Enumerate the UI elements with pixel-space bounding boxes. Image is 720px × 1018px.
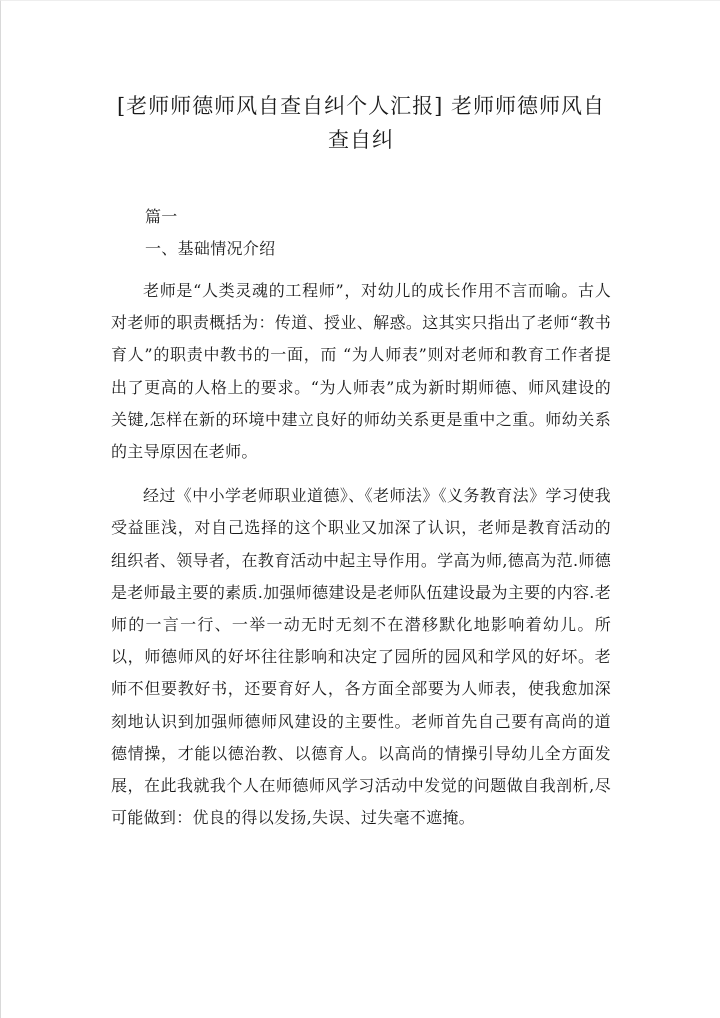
part-label: 篇一 bbox=[145, 207, 178, 226]
document-title bbox=[91, 89, 631, 157]
document-body bbox=[111, 201, 611, 834]
paragraph-1: 老师是“人类灵魂的工程师”，对幼儿的成长作用不言而喻。古人对老师的职责概括为：传道、授业、解惑。这其实只指出了老师“教书育人”的职责中教书的一面，而 “为人师表”则对老师和教育工作者提出了更高的人格上的要求。“为人师表”成为新时期师德、师风建设的关键,怎样在新的环境中建立良好的师幼关系更是重中之重。师幼关系的主导原因在老师。 bbox=[111, 281, 611, 462]
title-line-1: [老师师德师风自查自纠个人汇报] 老师师德师风自 bbox=[116, 94, 606, 118]
paragraph-2: 经过《中小学老师职业道德》、《老师法》《义务教育法》学习使我受益匪浅，对自己选择的这个职业又加深了认识，老师是教育活动的组织者、领导者，在教育活动中起主导作用。学高为师,德高为范.师德是老师最主要的素质.加强师德建设是老师队伍建设最为主要的内容.老师的一言一行、一举一动无时无刻不在潜移默化地影响着幼儿。所以，师德师风的好坏往往影响和决定了园所的园风和学风的好坏。老师不但要教好书，还要育好人，各方面全部要为人师表，使我愈加深刻地认识到加强师德师风建设的主要性。老师首先自己要有高尚的道德情操，才能以德治教、以德育人。以高尚的情操引导幼儿全方面发展，在此我就我个人在师德师风学习活动中发觉的问题做自我剖析,尽可能做到：优良的得以发扬,失误、过失毫不遮掩。 bbox=[111, 486, 611, 828]
section-heading: 一、基础情况介绍 bbox=[145, 239, 276, 258]
title-line-2: 查自纠 bbox=[328, 128, 394, 152]
